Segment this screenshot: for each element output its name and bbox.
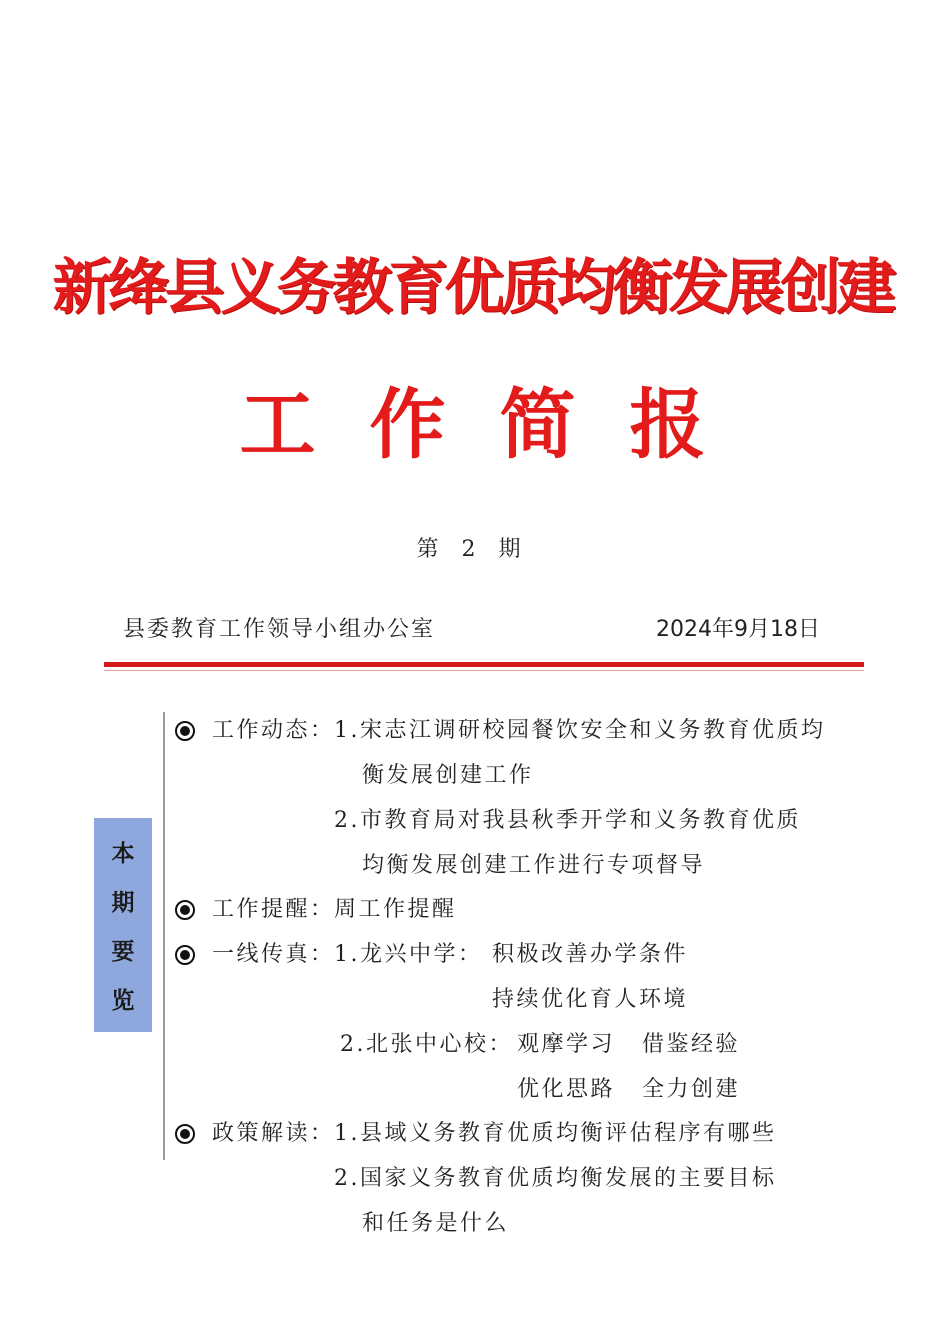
- bullet-icon: [175, 900, 195, 920]
- toc-vertical-rule: [163, 712, 165, 1160]
- issuing-office: 县委教育工作领导小组办公室: [123, 617, 436, 642]
- issue-number: 第 2 期: [416, 537, 529, 562]
- toc-item[interactable]: 周工作提醒: [334, 897, 457, 922]
- section-label-work-reminder: 工作提醒：: [212, 897, 335, 922]
- section-label-work-news: 工作动态：: [212, 718, 335, 743]
- toc-item[interactable]: 2.市教育局对我县秋季开学和义务教育优质: [334, 808, 801, 833]
- toc-item-text[interactable]: 优化思路: [517, 1077, 616, 1102]
- toc-item-text[interactable]: 借鉴经验: [642, 1032, 741, 1057]
- bullet-icon: [175, 721, 195, 741]
- toc-item-text[interactable]: 积极改善办学条件: [492, 942, 689, 967]
- bullet-icon: [175, 945, 195, 965]
- toc-item[interactable]: 2.国家义务教育优质均衡发展的主要目标: [334, 1166, 777, 1191]
- highlights-char: 期: [111, 890, 135, 916]
- toc-item-cont[interactable]: 和任务是什么: [362, 1211, 510, 1236]
- highlights-label-box: [94, 818, 152, 1032]
- toc-item[interactable]: 1.龙兴中学：: [334, 942, 483, 967]
- header-divider-thin: [104, 670, 864, 671]
- section-label-frontline: 一线传真：: [212, 942, 335, 967]
- header-divider: [104, 662, 864, 667]
- highlights-char: 览: [111, 988, 135, 1014]
- masthead-subtitle: 工作简报: [239, 380, 760, 469]
- toc-item[interactable]: 2.北张中心校：: [340, 1032, 513, 1057]
- toc-item[interactable]: 1.县域义务教育优质均衡评估程序有哪些: [334, 1121, 777, 1146]
- section-label-policy: 政策解读：: [212, 1121, 335, 1146]
- toc-item-cont[interactable]: 衡发展创建工作: [362, 763, 534, 788]
- issue-date: 2024年9月18日: [656, 617, 820, 642]
- toc-item-cont[interactable]: 均衡发展创建工作进行专项督导: [362, 853, 706, 878]
- masthead-title: 新绛县义务教育优质均衡发展创建: [52, 253, 893, 323]
- toc-item[interactable]: 1.宋志江调研校园餐饮安全和义务教育优质均: [334, 718, 826, 743]
- toc-item-text[interactable]: 全力创建: [642, 1077, 741, 1102]
- highlights-char: 本: [111, 841, 135, 867]
- toc-item-text[interactable]: 持续优化育人环境: [492, 987, 689, 1012]
- toc-item-text[interactable]: 观摩学习: [517, 1032, 616, 1057]
- highlights-char: 要: [111, 939, 135, 965]
- bullet-icon: [175, 1124, 195, 1144]
